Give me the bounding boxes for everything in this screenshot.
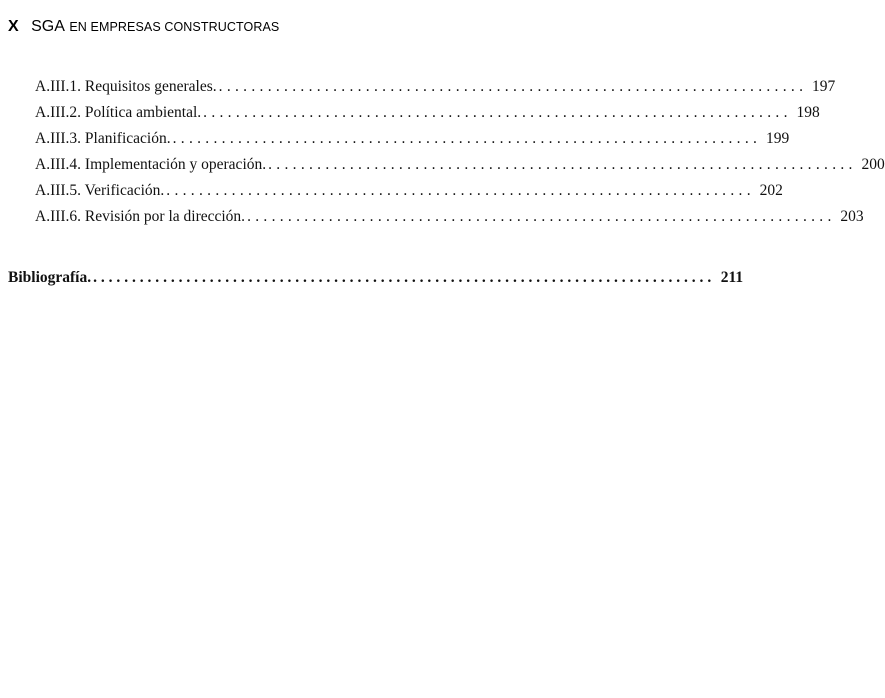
toc-entry-bibliography[interactable]: [8, 267, 744, 289]
toc-entry-title: A.III.3. Planificación.: [35, 130, 171, 147]
toc-entry-title: A.III.4. Implementación y operación.: [35, 156, 267, 173]
toc-dot-leader: ........................................................................: [268, 156, 857, 173]
toc-dot-leader: ........................................................................: [247, 208, 836, 225]
toc-entry[interactable]: [35, 102, 820, 124]
toc-entry[interactable]: [35, 76, 836, 98]
toc-page-number: 198: [796, 104, 820, 121]
toc-entry-title: Bibliografía.: [8, 269, 92, 286]
toc-entry[interactable]: [35, 180, 783, 202]
toc-page-number: 199: [765, 130, 790, 147]
toc-dot-leader: ........................................................................: [166, 182, 755, 199]
toc-entry-title: A.III.5. Verificación.: [35, 182, 165, 199]
toc-page-number: 211: [720, 269, 744, 286]
toc-entry-title: A.III.2. Política ambiental.: [35, 104, 202, 121]
toc-entry[interactable]: [35, 154, 885, 176]
header-title-acronym: SGA: [31, 18, 65, 35]
toc-page-number: 197: [812, 78, 836, 95]
toc-page-number: 202: [759, 182, 783, 199]
toc-dot-leader: ........................................................................: [203, 104, 792, 121]
toc-entry[interactable]: [35, 128, 790, 150]
toc-dot-leader: ................................................................................: [93, 269, 716, 286]
header-title-rest: EN EMPRESAS CONSTRUCTORAS: [69, 20, 280, 34]
running-header: [8, 18, 279, 36]
toc-entry-title: A.III.6. Revisión por la dirección.: [35, 208, 246, 225]
toc-page-number: 200: [861, 156, 885, 173]
toc-page-number: 203: [840, 208, 864, 225]
toc-entry[interactable]: [35, 206, 864, 228]
toc-dot-leader: ........................................................................: [218, 78, 808, 95]
toc-entry-title: A.III.1. Requisitos generales.: [35, 78, 217, 95]
toc-dot-leader: ........................................................................: [172, 130, 762, 147]
page-number-roman: X: [8, 18, 19, 35]
